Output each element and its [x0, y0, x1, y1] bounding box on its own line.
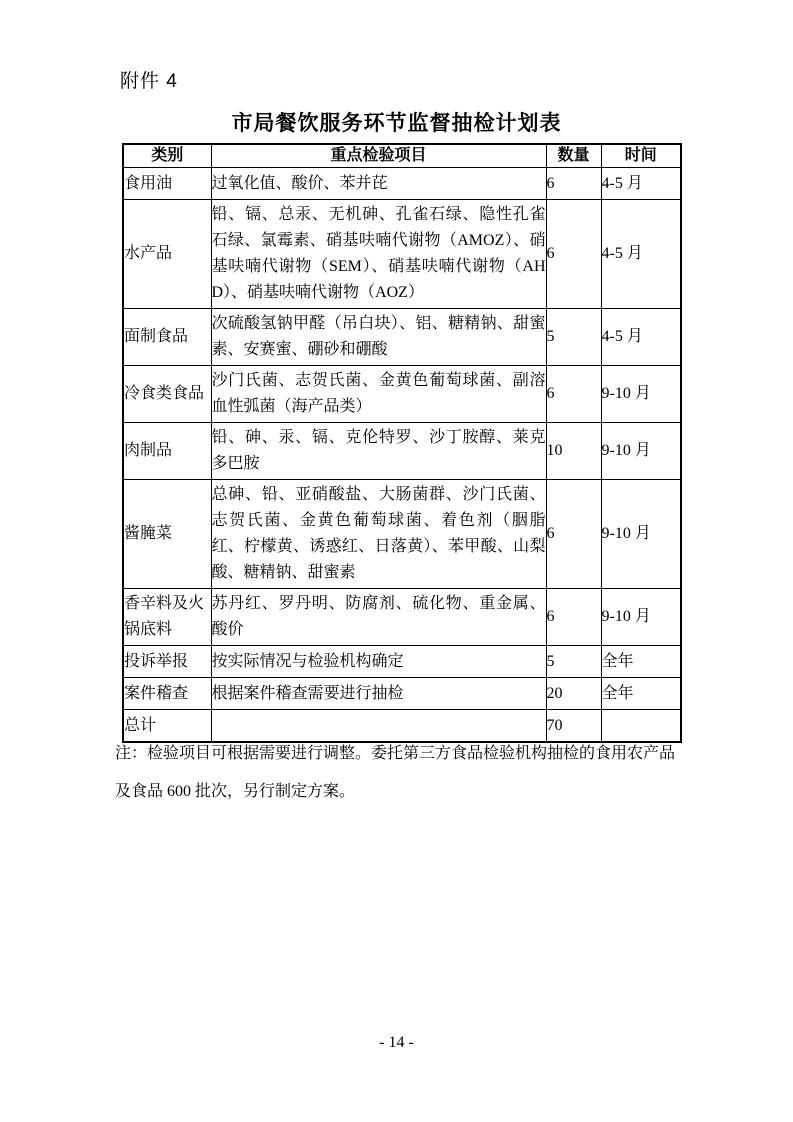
cell-time: 4-5 月: [601, 309, 681, 366]
cell-items: 次硫酸氢钠甲醛（吊白块）、铝、糖精钠、甜蜜素、安赛蜜、硼砂和硼酸: [211, 309, 546, 366]
cell-time: 9-10 月: [601, 366, 681, 423]
page-number: - 14 -: [379, 1034, 414, 1051]
cell-category: 投诉举报: [123, 646, 211, 678]
cell-quantity: 20: [546, 678, 601, 710]
cell-category: 香辛料及火锅底料: [123, 589, 211, 646]
table-row: [123, 423, 681, 480]
cell-items: 苏丹红、罗丹明、防腐剂、硫化物、重金属、酸价: [211, 589, 546, 646]
table-row: [123, 200, 681, 309]
table-row: [123, 678, 681, 710]
attachment-label: 附件 4: [120, 71, 178, 92]
cell-items: 按实际情况与检验机构确定: [211, 646, 546, 678]
footnote-line: 注：检验项目可根据需要进行调整。委托第三方食品检验机构抽检的食用农产品: [115, 745, 676, 762]
inspection-plan-table: [122, 143, 682, 743]
table-row: [123, 366, 681, 423]
column-header-category: 类别: [123, 144, 211, 168]
table-row: [123, 589, 681, 646]
table-row: [123, 168, 681, 200]
footnote: [115, 735, 697, 811]
cell-quantity: 6: [546, 366, 601, 423]
cell-items: 总砷、铅、亚硝酸盐、大肠菌群、沙门氏菌、志贺氏菌、金黄色葡萄球菌、着色剂（胭脂红、柠檬黄、诱惑红、日落黄）、苯甲酸、山梨酸、糖精钠、甜蜜素: [211, 480, 546, 589]
cell-quantity: 6: [546, 589, 601, 646]
cell-items: 根据案件稽查需要进行抽检: [211, 678, 546, 710]
table-header-row: [123, 144, 681, 168]
footnote-line: 及食品 600 批次，另行制定方案。: [115, 783, 356, 800]
cell-quantity: 6: [546, 200, 601, 309]
cell-quantity: 6: [546, 480, 601, 589]
cell-time: 全年: [601, 646, 681, 678]
cell-category: 水产品: [123, 200, 211, 309]
cell-category: 肉制品: [123, 423, 211, 480]
cell-category: 食用油: [123, 168, 211, 200]
table-row: [123, 480, 681, 589]
cell-items: 铅、镉、总汞、无机砷、孔雀石绿、隐性孔雀石绿、氯霉素、硝基呋喃代谢物（AMOZ）、硝基呋喃代谢物（SEM）、硝基呋喃代谢物（AHD）、硝基呋喃代谢物（AOZ）: [211, 200, 546, 309]
cell-time: 4-5 月: [601, 200, 681, 309]
column-header-items: 重点检验项目: [211, 144, 546, 168]
cell-time: 全年: [601, 678, 681, 710]
table-row: [123, 309, 681, 366]
cell-category: 总计: [123, 710, 211, 743]
cell-category: 冷食类食品: [123, 366, 211, 423]
cell-time: 9-10 月: [601, 589, 681, 646]
cell-items: 沙门氏菌、志贺氏菌、金黄色葡萄球菌、副溶血性弧菌（海产品类）: [211, 366, 546, 423]
cell-quantity: 10: [546, 423, 601, 480]
table-row: [123, 646, 681, 678]
cell-time: 9-10 月: [601, 480, 681, 589]
cell-time: 4-5 月: [601, 168, 681, 200]
cell-category: 案件稽查: [123, 678, 211, 710]
cell-category: 酱腌菜: [123, 480, 211, 589]
cell-quantity: 5: [546, 309, 601, 366]
cell-time: 9-10 月: [601, 423, 681, 480]
column-header-time: 时间: [601, 144, 681, 168]
cell-quantity: 5: [546, 646, 601, 678]
cell-quantity: 70: [546, 710, 601, 743]
cell-items: 铅、砷、汞、镉、克伦特罗、沙丁胺醇、莱克多巴胺: [211, 423, 546, 480]
cell-items: 过氧化值、酸价、苯并芘: [211, 168, 546, 200]
cell-quantity: 6: [546, 168, 601, 200]
column-header-quantity: 数量: [546, 144, 601, 168]
cell-category: 面制食品: [123, 309, 211, 366]
page-title: 市局餐饮服务环节监督抽检计划表: [231, 112, 562, 135]
